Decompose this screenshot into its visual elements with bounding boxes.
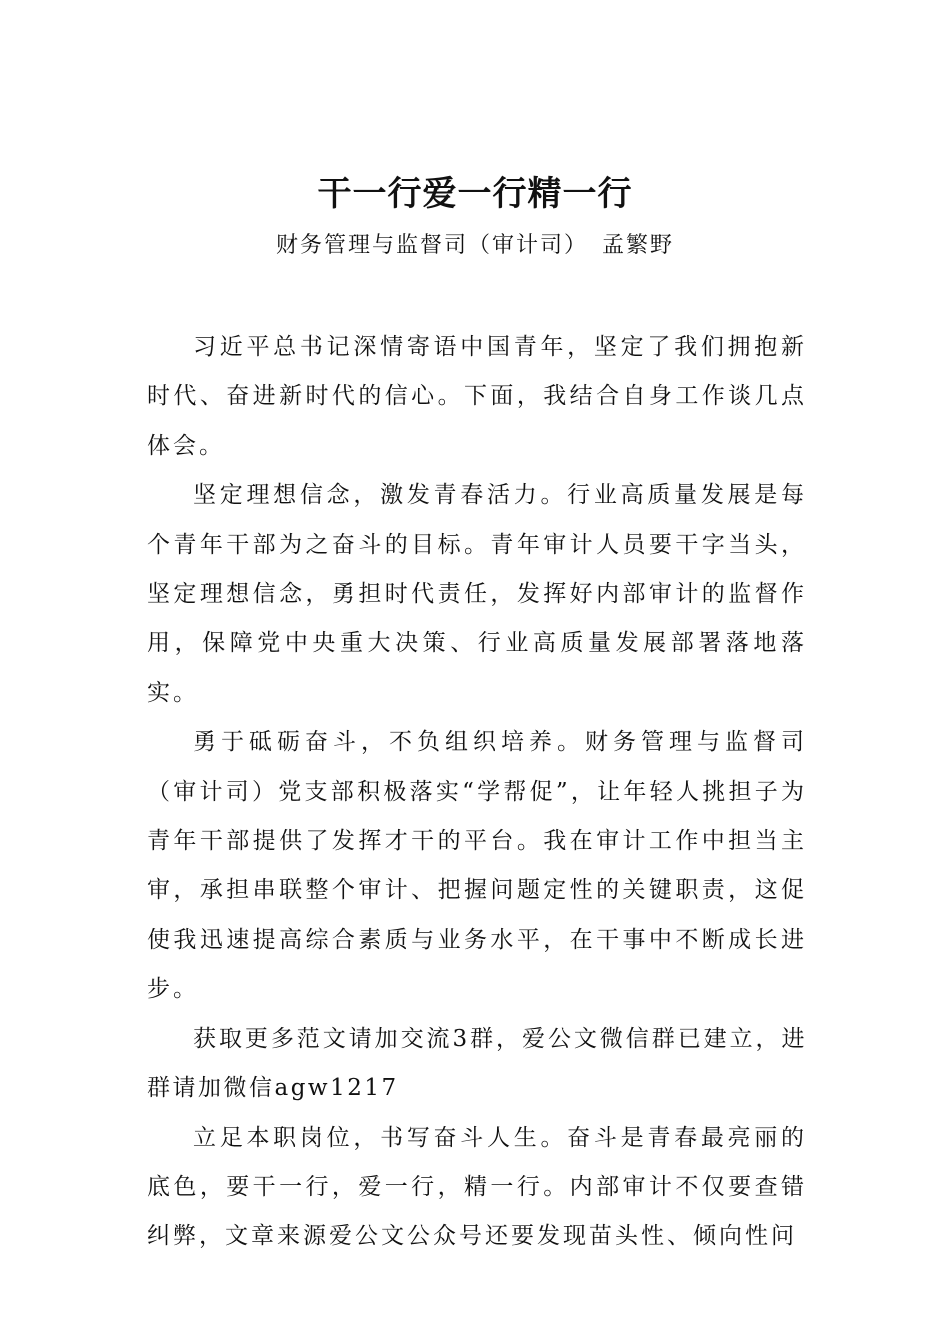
- byline-department: 财务管理与监督司（审计司）: [275, 233, 588, 258]
- document-body: [147, 323, 807, 1262]
- paragraph-intro: 习近平总书记深情寄语中国青年，坚定了我们拥抱新时代、奋进新时代的信心。下面，我结合自身工作谈几点体会。: [147, 334, 807, 459]
- paragraph-group-notice: 获取更多范文请加交流3群，爱公文微信群已建立，进群请加微信agw1217: [147, 1025, 807, 1102]
- document-title: 干一行爱一行精一行: [317, 174, 633, 214]
- document-byline: [0, 226, 950, 266]
- paragraph-ideals: 坚定理想信念，激发青春活力。行业高质量发展是每个青年干部为之奋斗的目标。青年审计人员要干字当头，坚定理想信念，勇担时代责任，发挥好内部审计的监督作用，保障党中央重大决策、行业高质量发展部署落地落实。: [147, 482, 807, 706]
- byline-author: 孟繁野: [602, 233, 675, 258]
- paragraph-struggle: 勇于砥砺奋斗，不负组织培养。财务管理与监督司（审计司）党支部积极落实“学帮促”，让年轻人挑担子为青年干部提供了发挥才干的平台。我在审计工作中担当主审，承担串联整个审计、把握问题定性的关键职责，这促使我迅速提高综合素质与业务水平，在干事中不断成长进步。: [147, 729, 807, 1003]
- paragraph-post: 立足本职岗位，书写奋斗人生。奋斗是青春最亮丽的底色，要干一行，爱一行，精一行。内部审计不仅要查错纠弊，文章来源爱公文公众号还要发现苗头性、倾向性问: [147, 1124, 807, 1250]
